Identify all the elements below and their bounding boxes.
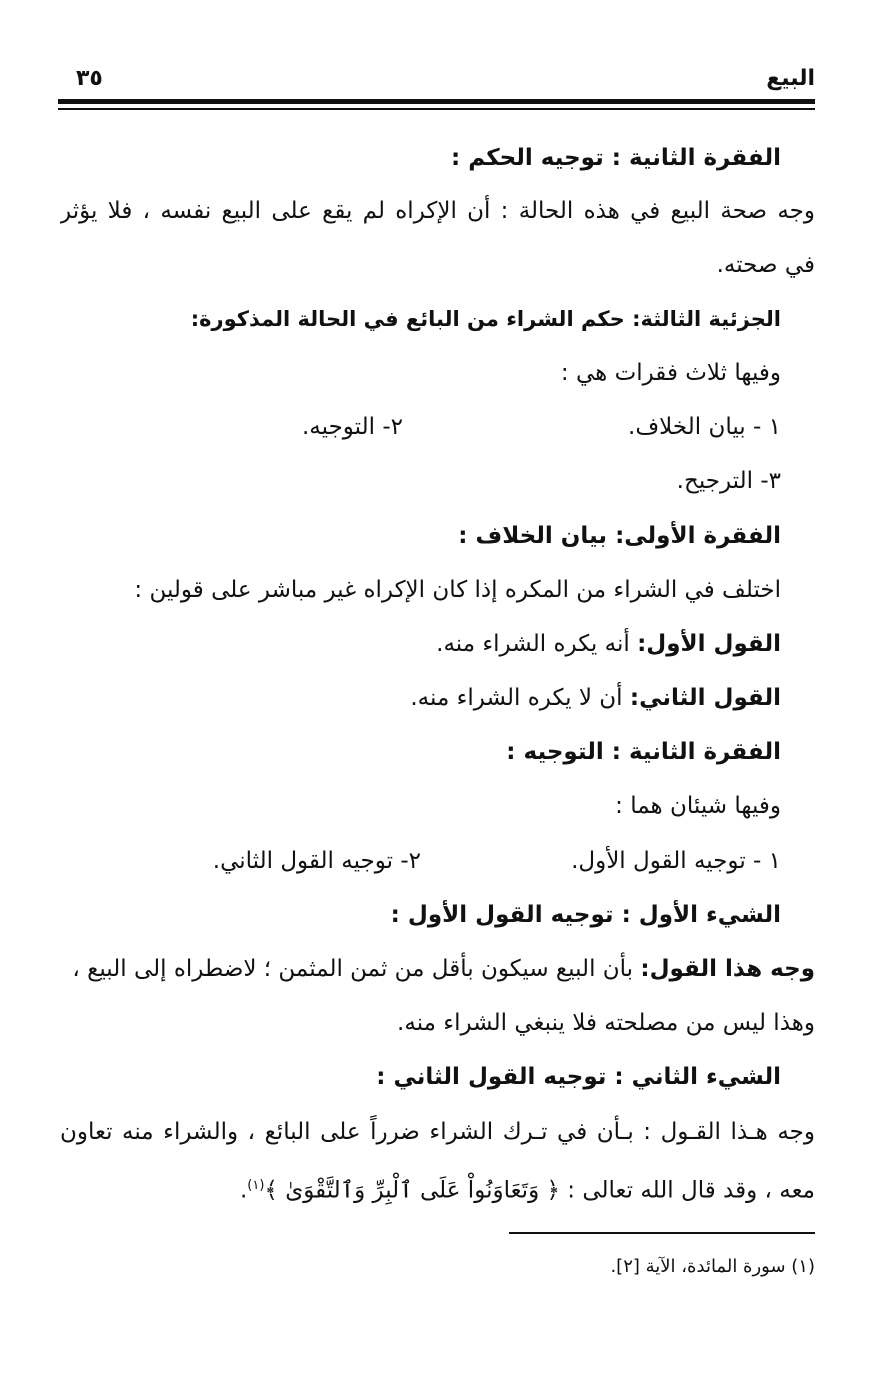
reasoning-label: وجه هذا القول:	[640, 956, 815, 982]
body-line: وهذا ليس من مصلحته فلا ينبغي الشراء منه.	[397, 1010, 815, 1036]
header-rule-thick	[58, 99, 815, 104]
body-line: وفيها ثلاث فقرات هي :	[560, 360, 781, 386]
footnote-ref: (١)	[247, 1178, 265, 1193]
list-item: ١ - توجيه القول الأول.	[571, 848, 781, 874]
list-item: ٣- الترجيح.	[676, 468, 781, 494]
body-line: وفيها شيئان هما :	[615, 793, 781, 819]
list-item: ٢- توجيه القول الثاني.	[212, 848, 421, 874]
quran-quote: معه ، وقد قال الله تعالى : ﴿ وَتَعَاوَنُواْ عَلَى ٱلْبِرِّ وَٱلتَّقْوَىٰ ﴾	[264, 1177, 815, 1204]
reasoning-text: بأن البيع سيكون بأقل من ثمن المثمن ؛ لاضطراه إلى البيع ،	[72, 956, 641, 982]
body-line: في صحته.	[716, 252, 815, 278]
opinion-text: أن لا يكره الشراء منه.	[410, 685, 630, 711]
list-item: ٢- التوجيه.	[302, 414, 403, 440]
list-item: ١ - بيان الخلاف.	[628, 414, 781, 440]
body-line-quran	[60, 1168, 815, 1209]
body-line	[60, 951, 815, 987]
body-line: وجه صحة البيع في هذه الحالة : أن الإكراه لم يقع على البيع نفسه ، فلا يؤثر	[60, 198, 815, 224]
running-header-title: البيع	[766, 66, 815, 91]
opinion-line	[60, 680, 781, 716]
page-number: ٣٥	[76, 66, 103, 91]
line-end: .	[239, 1177, 248, 1204]
body-line: اختلف في الشراء من المكره إذا كان الإكراه غير مباشر على قولين :	[134, 577, 781, 603]
subheading-first-thing: الشيء الأول : توجيه القول الأول :	[390, 902, 781, 928]
header-rule-thin	[58, 108, 815, 110]
subheading-second-paragraph: الفقرة الثانية : التوجيه :	[506, 739, 781, 765]
body-line: وجه هـذا القـول : بـأن في تـرك الشراء ضرراً على البائع ، والشراء منه تعاون	[60, 1119, 815, 1145]
opinion-line	[60, 626, 781, 662]
opinion-label: القول الأول:	[637, 631, 781, 657]
section-heading-third-part: الجزئية الثالثة: حكم الشراء من البائع في الحالة المذكورة:	[190, 307, 781, 331]
footnote: (١) سورة المائدة، الآية [٢].	[610, 1256, 815, 1277]
subheading-first-paragraph: الفقرة الأولى: بيان الخلاف :	[458, 523, 781, 549]
opinion-label: القول الثاني:	[629, 685, 781, 711]
footnote-rule	[509, 1232, 815, 1234]
subheading-second-paragraph: الفقرة الثانية : توجيه الحكم :	[451, 145, 781, 171]
opinion-text: أنه يكره الشراء منه.	[436, 631, 638, 657]
subheading-second-thing: الشيء الثاني : توجيه القول الثاني :	[376, 1064, 781, 1090]
